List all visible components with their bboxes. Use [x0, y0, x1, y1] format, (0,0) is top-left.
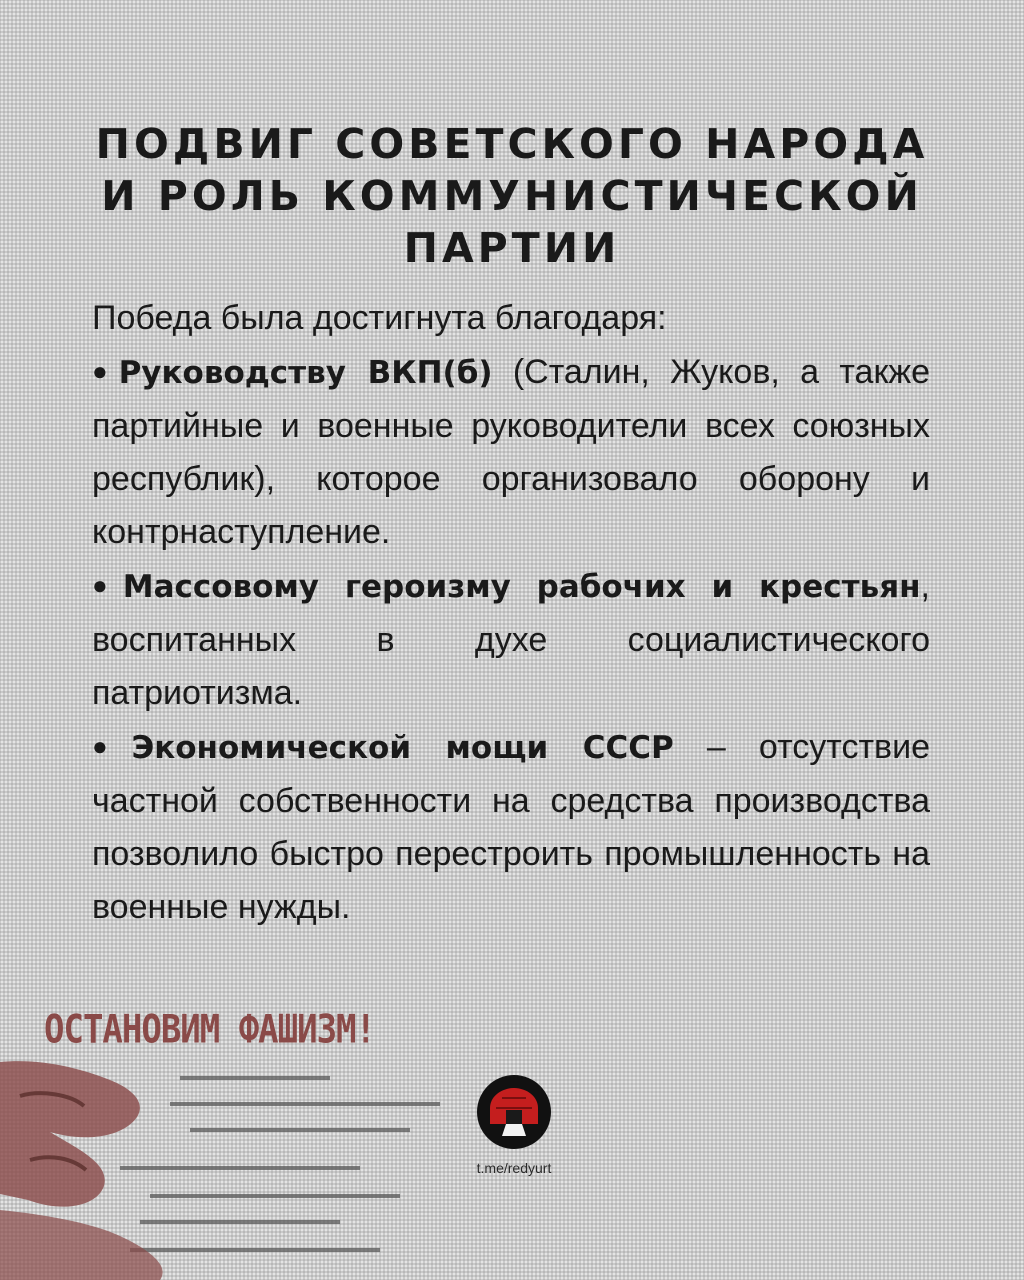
item-text: , воспитанных в духе социалистического патриотизма. — [92, 567, 930, 712]
list-item — [92, 720, 930, 934]
bullet-icon: ● — [92, 570, 123, 600]
item-bold-text: Руководству ВКП(б) — [118, 355, 493, 391]
body-text — [92, 292, 930, 934]
title-line-1: ПОДВИГ СОВЕТСКОГО НАРОДА — [95, 120, 929, 168]
list-item — [92, 559, 930, 720]
footer-url: t.me/redyurt — [476, 1160, 552, 1176]
intro-text: Победа была достигнута благодаря: — [92, 299, 667, 337]
item-text: – отсутствие частной собственности на средства производства позволило быстро перестроить промышленность на военные нужды. — [92, 728, 930, 926]
bullet-icon: ● — [92, 731, 132, 761]
bullet-icon: ● — [92, 356, 119, 386]
item-bold-text: Массовому героизму рабочих и крестьян — [122, 569, 921, 605]
item-bold-text: Экономической мощи СССР — [131, 730, 674, 766]
title-line-3: ПАРТИИ — [403, 224, 621, 272]
red-tent-logo-icon — [476, 1074, 552, 1150]
list-item — [92, 345, 930, 559]
poster-slogan: ОСТАНОВИМ ФАШИЗМ! — [44, 1007, 375, 1053]
page-title — [60, 118, 964, 274]
item-text: (Сталин, Жуков, а также партийные и военные руководители всех союзных республик), которое организовало оборону и контрнаступление. — [92, 353, 930, 551]
title-line-2: И РОЛЬ КОММУНИСТИЧЕСКОЙ — [101, 172, 923, 220]
